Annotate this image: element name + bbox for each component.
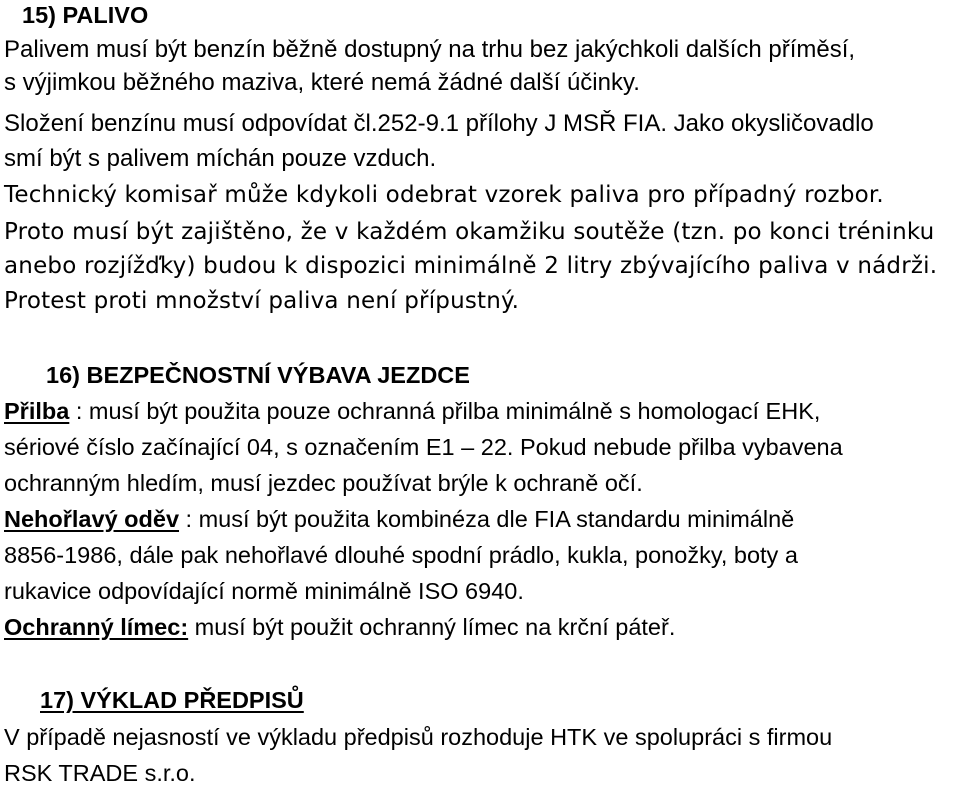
section-15-line-3: Složení benzínu musí odpovídat čl.252-9.1 přílohy J MSŘ FIA. Jako okysličovadlo <box>4 110 874 137</box>
section-15-line-7: anebo rozjížďky) budou k dispozici minimálně 2 litry zbývajícího paliva v nádrži. <box>4 253 938 279</box>
section-16-heading: 16) BEZPEČNOSTNÍ VÝBAVA JEZDCE <box>46 362 470 388</box>
suit-line-3: rukavice odpovídající normě minimálně ISO 6940. <box>4 578 524 604</box>
collar-text: musí být použit ochranný límec na krční páteř. <box>188 614 676 640</box>
section-15-line-4: smí být s palivem míchán pouze vzduch. <box>4 145 437 172</box>
helmet-line-1 <box>4 400 820 424</box>
suit-line-2: 8856-1986, dále pak nehořlavé dlouhé spodní prádlo, kukla, ponožky, boty a <box>4 542 798 568</box>
section-15-line-1: Palivem musí být benzín běžně dostupný na trhu bez jakýchkoli dalších příměsí, <box>4 36 856 63</box>
collar-label: Ochranný límec: <box>4 614 189 640</box>
section-15-line-6: Proto musí být zajištěno, že v každém okamžiku soutěže (tzn. po konci tréninku <box>4 219 935 245</box>
helmet-line-3: ochranným hledím, musí jezdec používat brýle k ochraně očí. <box>4 470 643 496</box>
section-15-heading: 15) PALIVO <box>22 2 149 28</box>
collar-line <box>4 616 675 640</box>
section-15-line-5: Technický komisař může kdykoli odebrat vzorek paliva pro případný rozbor. <box>4 182 884 208</box>
section-17-heading: 17) VÝKLAD PŘEDPISŮ <box>40 687 304 713</box>
section-17-line-1: V případě nejasností ve výkladu předpisů rozhoduje HTK ve spolupráci s firmou <box>4 724 833 750</box>
helmet-line-2: sériové číslo začínající 04, s označením E1 – 22. Pokud nebude přilba vybavena <box>4 434 843 460</box>
suit-text: : musí být použita kombinéza dle FIA standardu minimálně <box>179 506 795 532</box>
helmet-label: Přilba <box>4 398 70 424</box>
section-15-line-2: s výjimkou běžného maziva, které nemá žádné další účinky. <box>4 69 640 96</box>
suit-label: Nehořlavý oděv <box>4 506 180 532</box>
helmet-text: : musí být použita pouze ochranná přilba minimálně s homologací EHK, <box>69 398 821 424</box>
suit-line-1 <box>4 508 794 532</box>
section-17-line-2: RSK TRADE s.r.o. <box>4 760 196 786</box>
section-15-line-8: Protest proti množství paliva není přípustný. <box>4 288 520 314</box>
